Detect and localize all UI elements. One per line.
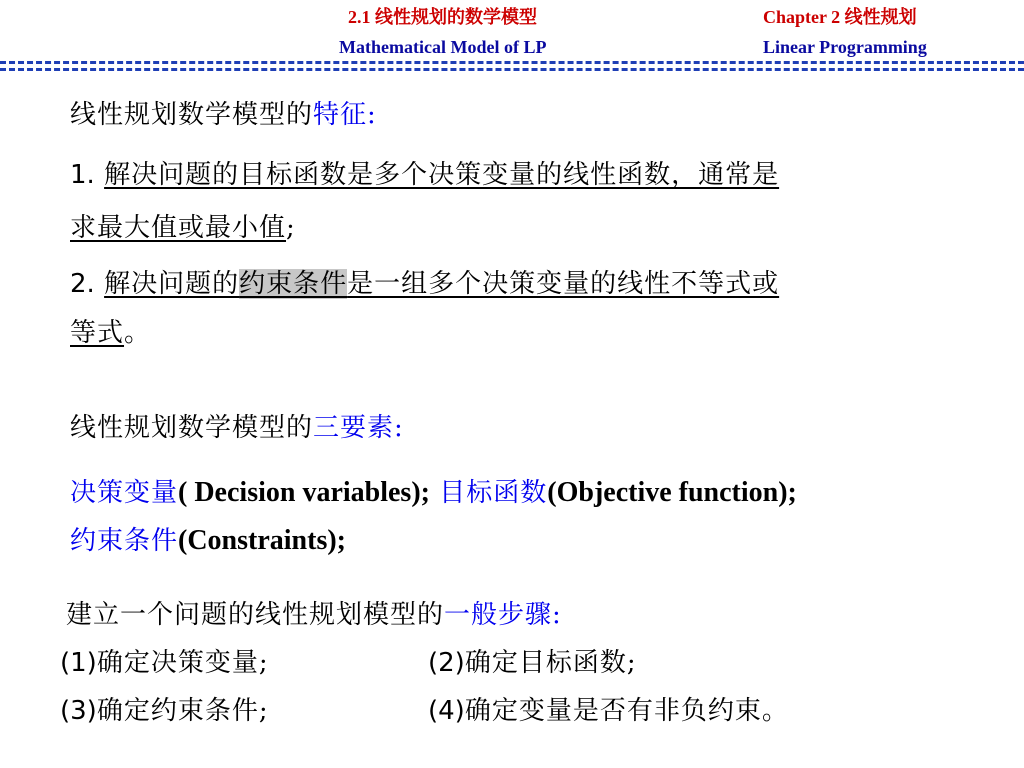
feature-item-1-end: ; xyxy=(286,213,296,243)
steps-heading-highlight: 一般步骤 xyxy=(444,600,553,630)
step-2-text: 确定目标函数; xyxy=(464,648,637,678)
step-3-text: 确定约束条件; xyxy=(96,696,269,726)
feature-item-2-text-b: 是一组多个决策变量的线性不等式或 xyxy=(347,269,780,299)
objective-function-cn: 目标函数 xyxy=(439,478,548,508)
decision-variables-en: ( Decision variables); xyxy=(178,477,430,508)
step-4-number: (4) xyxy=(428,696,465,726)
steps-heading-colon: : xyxy=(552,600,562,630)
elements-line-1 xyxy=(70,472,990,509)
steps-row-2 xyxy=(60,690,980,727)
header-rule-bottom xyxy=(0,68,1024,71)
elements-heading-prefix: 线性规划数学模型的 xyxy=(70,413,314,443)
features-heading-highlight: 特征 xyxy=(313,100,368,130)
steps-heading xyxy=(66,594,986,631)
step-1 xyxy=(60,648,269,678)
constraints-en: (Constraints); xyxy=(178,525,347,556)
header-rule-top xyxy=(0,61,1024,64)
step-4-text: 确定变量是否有非负约束。 xyxy=(464,696,789,726)
objective-function-en: (Objective function); xyxy=(547,477,797,508)
features-heading-prefix: 线性规划数学模型的 xyxy=(70,100,314,130)
feature-item-1-number: 1. xyxy=(70,160,95,190)
feature-item-2-text-a: 解决问题的 xyxy=(104,269,240,299)
feature-item-2-end: 。 xyxy=(124,318,152,348)
feature-item-2-line-1 xyxy=(70,263,990,300)
chapter-title: Chapter 2 线性规划 xyxy=(763,7,917,27)
section-subtitle: Mathematical Model of LP xyxy=(339,37,547,57)
step-3-number: (3) xyxy=(60,696,97,726)
section-title: 2.1 线性规划的数学模型 xyxy=(348,7,537,27)
feature-item-1-text: 解决问题的目标函数是多个决策变量的线性函数，通常是 xyxy=(104,160,780,190)
features-heading xyxy=(70,94,990,131)
decision-variables-cn: 决策变量 xyxy=(70,478,179,508)
step-3 xyxy=(60,696,269,726)
elements-heading-highlight: 三要素 xyxy=(313,413,395,443)
feature-item-1-line-1 xyxy=(70,154,990,191)
step-2-number: (2) xyxy=(428,648,465,678)
constraints-cn: 约束条件 xyxy=(70,526,179,556)
elements-line-2 xyxy=(70,520,990,557)
steps-heading-prefix: 建立一个问题的线性规划模型的 xyxy=(66,600,445,630)
step-1-text: 确定决策变量; xyxy=(96,648,269,678)
chapter-subtitle: Linear Programming xyxy=(763,37,927,57)
elements-heading xyxy=(70,407,990,444)
features-heading-colon: : xyxy=(367,100,377,130)
feature-item-2-highlight: 约束条件 xyxy=(239,269,348,299)
feature-item-2-line-2 xyxy=(70,312,990,349)
feature-item-2-continuation: 等式 xyxy=(70,318,125,348)
feature-item-1-line-2 xyxy=(70,207,990,244)
step-2 xyxy=(428,642,637,679)
elements-heading-colon: : xyxy=(394,413,404,443)
steps-row-1 xyxy=(60,642,980,679)
step-1-number: (1) xyxy=(60,648,97,678)
feature-item-2-number: 2. xyxy=(70,269,95,299)
feature-item-1-continuation: 求最大值或最小值 xyxy=(70,213,287,243)
step-4 xyxy=(428,690,789,727)
